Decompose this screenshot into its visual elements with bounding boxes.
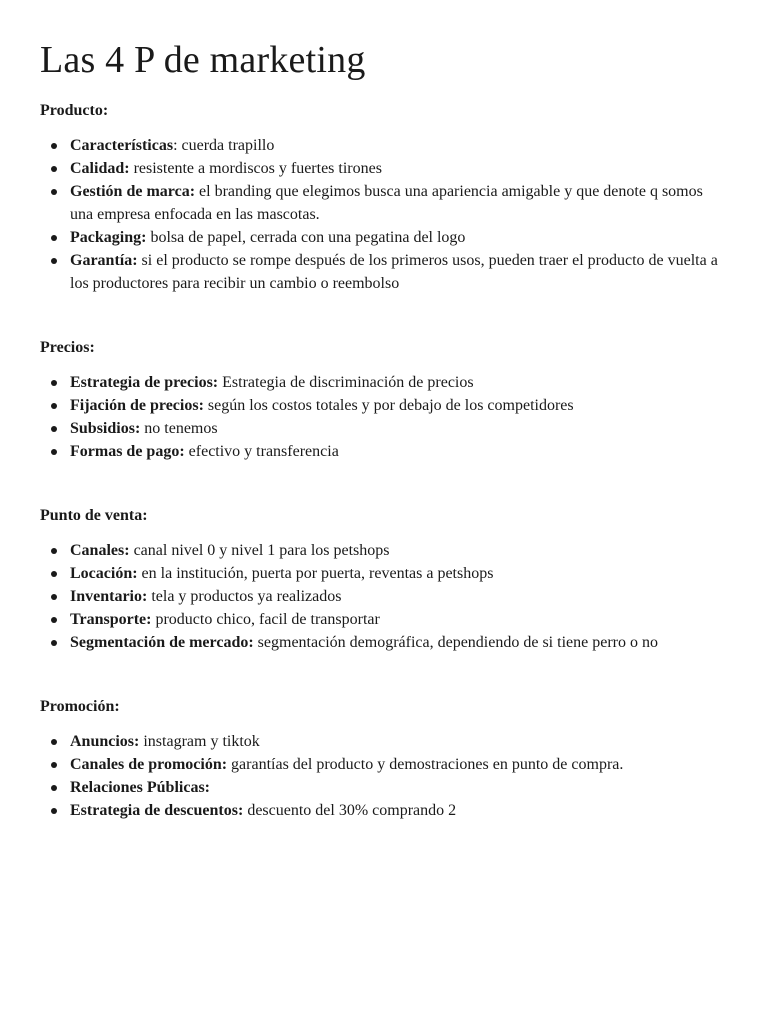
- bullet-list: [40, 134, 728, 295]
- list-item: [40, 417, 728, 440]
- bullet-icon: [51, 640, 57, 646]
- section-heading: Producto:: [40, 102, 109, 119]
- list-item: [40, 539, 728, 562]
- item-text: no tenemos: [140, 420, 218, 437]
- list-item: [40, 394, 728, 417]
- bullet-icon: [51, 426, 57, 432]
- list-item: [40, 180, 728, 226]
- item-term: Estrategia de descuentos:: [70, 802, 244, 819]
- bullet-icon: [51, 617, 57, 623]
- bullet-icon: [51, 594, 57, 600]
- item-text: efectivo y transferencia: [184, 443, 339, 460]
- item-term: Fijación de precios:: [70, 397, 204, 414]
- bullet-icon: [51, 258, 57, 264]
- list-item: [40, 562, 728, 585]
- bullet-list: [40, 371, 728, 463]
- list-item: [40, 753, 728, 776]
- bullet-icon: [51, 189, 57, 195]
- bullet-icon: [51, 235, 57, 241]
- item-text: descuento del 30% comprando 2: [243, 802, 457, 819]
- item-text: bolsa de papel, cerrada con una pegatina del logo: [146, 229, 466, 246]
- item-term: Garantía:: [70, 252, 138, 269]
- item-term: Subsidios:: [70, 420, 141, 437]
- item-term: Canales de promoción:: [70, 756, 228, 773]
- item-term: Transporte:: [70, 611, 152, 628]
- section-heading: Promoción:: [40, 698, 120, 715]
- item-text: resistente a mordiscos y fuertes tirones: [129, 160, 382, 177]
- item-term: Packaging:: [70, 229, 147, 246]
- section-heading: Punto de venta:: [40, 507, 148, 524]
- list-item: [40, 157, 728, 180]
- bullet-icon: [51, 548, 57, 554]
- item-term: Calidad:: [70, 160, 130, 177]
- list-item: [40, 585, 728, 608]
- list-item: [40, 608, 728, 631]
- bullet-icon: [51, 403, 57, 409]
- section-producto: [40, 100, 728, 295]
- item-text: tela y productos ya realizados: [147, 588, 342, 605]
- item-text: en la institución, puerta por puerta, reventas a petshops: [137, 565, 494, 582]
- list-item: [40, 226, 728, 249]
- bullet-icon: [51, 785, 57, 791]
- bullet-list: [40, 730, 728, 822]
- item-text: Estrategia de discriminación de precios: [218, 374, 474, 391]
- item-term: Gestión de marca:: [70, 183, 196, 200]
- item-text: garantías del producto y demostraciones en punto de compra.: [227, 756, 624, 773]
- list-item: [40, 440, 728, 463]
- bullet-icon: [51, 762, 57, 768]
- item-term: Anuncios:: [70, 733, 140, 750]
- page-title: Las 4 P de marketing: [40, 39, 366, 81]
- item-text: el branding que elegimos busca una apariencia amigable y que denote q somos una empresa enfocada en las mascotas.: [70, 183, 703, 223]
- list-item: [40, 730, 728, 753]
- section-precios: [40, 337, 728, 463]
- item-text: según los costos totales y por debajo de los competidores: [203, 397, 574, 414]
- bullet-icon: [51, 739, 57, 745]
- list-item: [40, 799, 728, 822]
- item-term: Relaciones Públicas:: [70, 779, 210, 796]
- item-term: Características: [70, 137, 174, 154]
- list-item: [40, 249, 728, 295]
- list-item: [40, 631, 728, 654]
- item-term: Canales:: [70, 542, 130, 559]
- list-item: [40, 134, 728, 157]
- item-text: canal nivel 0 y nivel 1 para los petshops: [129, 542, 390, 559]
- item-term: Segmentación de mercado:: [70, 634, 254, 651]
- section-punto-de-venta: [40, 505, 728, 654]
- item-text: segmentación demográfica, dependiendo de si tiene perro o no: [253, 634, 658, 651]
- bullet-icon: [51, 166, 57, 172]
- bullet-icon: [51, 449, 57, 455]
- list-item: [40, 776, 728, 799]
- item-term: Formas de pago:: [70, 443, 185, 460]
- item-term: Estrategia de precios:: [70, 374, 219, 391]
- bullet-icon: [51, 808, 57, 814]
- list-item: [40, 371, 728, 394]
- item-term: Inventario:: [70, 588, 148, 605]
- item-text: producto chico, facil de transportar: [151, 611, 380, 628]
- bullet-list: [40, 539, 728, 654]
- bullet-icon: [51, 571, 57, 577]
- section-heading: Precios:: [40, 339, 95, 356]
- section-promocion: [40, 696, 728, 822]
- item-text: instagram y tiktok: [139, 733, 260, 750]
- item-text: : cuerda trapillo: [173, 137, 275, 154]
- item-term: Locación:: [70, 565, 138, 582]
- item-text: si el producto se rompe después de los primeros usos, pueden traer el producto de vuelta a los productores para recibir un cambio o reembolso: [70, 252, 718, 292]
- bullet-icon: [51, 143, 57, 149]
- bullet-icon: [51, 380, 57, 386]
